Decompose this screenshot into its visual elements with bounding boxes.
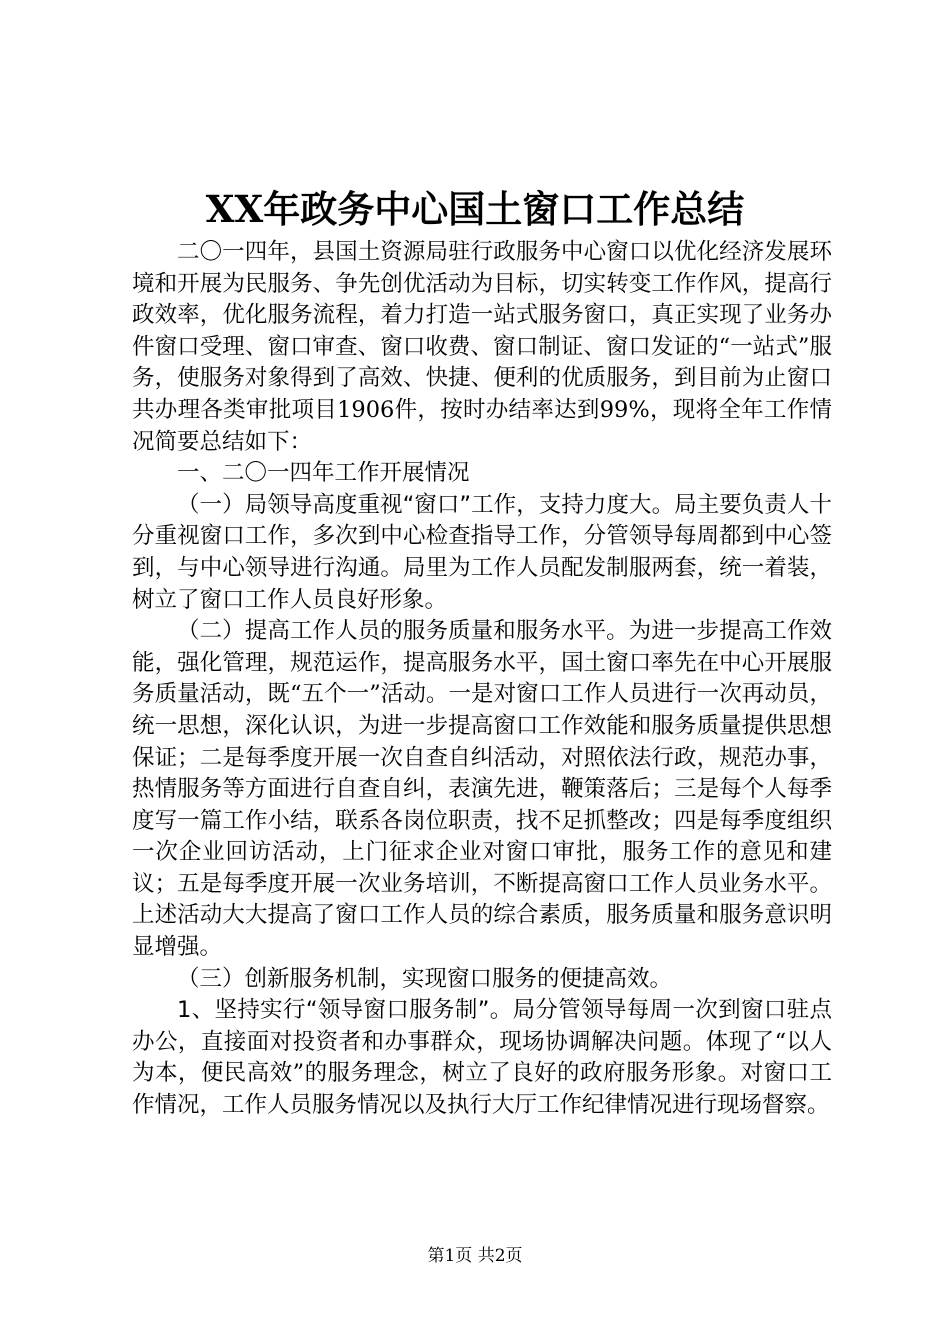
document-title: XX年政务中心国土窗口工作总结 <box>205 187 745 231</box>
page-footer: 第1页 共2页 <box>427 1246 523 1266</box>
paragraph-text: 为进一步提高工作效能，强化管理，规范运作，提高服务水平，国土窗口率先在中心开展服务质量活动，既“五个一”活动。一是对窗口工作人员进行一次再动员，统一思想，深化认识，为进一步提高窗口工作效能和服务质量提供思想保证；二是每季度开展一次自查自纠活动，对照依法行政，规范办事，热情服务等方面进行自查自纠，表演先进，鞭策落后；三是每个人每季度写一篇工作小结，联系各岗位职责，找不足抓整改；四是每季度组织一次企业回访活动，上门征求企业对窗口审批，服务工作的意见和建议；五是每季度开展一次业务培训，不断提高窗口工作人员业务水平。上述活动大大提高了窗口工作人员的综合素质，服务质量和服务意识明显增强。 <box>132 618 832 961</box>
heading-text: 一、二〇一四年工作开展情况 <box>177 460 470 487</box>
paragraph-lead: （二）提高工作人员的服务质量和服务水平。 <box>177 618 629 645</box>
heading-text: （三）创新服务机制，实现窗口服务的便捷高效。 <box>177 965 673 992</box>
paragraph-intro <box>132 237 832 458</box>
paragraph-item-1 <box>132 995 832 1121</box>
section-heading <box>132 458 832 490</box>
paragraph-lead: 1、坚持实行“领导窗口服务制”。 <box>177 997 513 1024</box>
paragraph-section-2 <box>132 616 832 964</box>
paragraph-text: 局主要负责人十分重视窗口工作，多次到中心检查指导工作，分管领导每周都到中心签到，与中心领导进行沟通。局里为工作人员配发制服两套，统一着装，树立了窗口工作人员良好形象。 <box>132 491 832 613</box>
paragraph-text: 局分管领导每周一次到窗口驻点办公，直接面对投资者和办事群众，现场协调解决问题。体现了“以人为本，便民高效”的服务理念，树立了良好的政府服务形象。对窗口工作情况，工作人员服务情况以及执行大厅工作纪律情况进行现场督察。 <box>132 997 832 1119</box>
subsection-heading <box>132 964 832 996</box>
paragraph-section-1 <box>132 490 832 616</box>
paragraph-lead: （一）局领导高度重视“窗口”工作，支持力度大。 <box>177 491 675 518</box>
paragraph-text: 二〇一四年，县国土资源局驻行政服务中心窗口以优化经济发展环境和开展为民服务、争先创优活动为目标，切实转变工作作风，提高行政效率，优化服务流程，着力打造一站式服务窗口，真正实现了业务办件窗口受理、窗口审查、窗口收费、窗口制证、窗口发证的“一站式”服务，使服务对象得到了高效、快捷、便利的优质服务，到目前为止窗口共办理各类审批项目1906件，按时办结率达到99%，现将全年工作情况简要总结如下： <box>132 239 832 455</box>
document-body <box>132 237 832 1122</box>
